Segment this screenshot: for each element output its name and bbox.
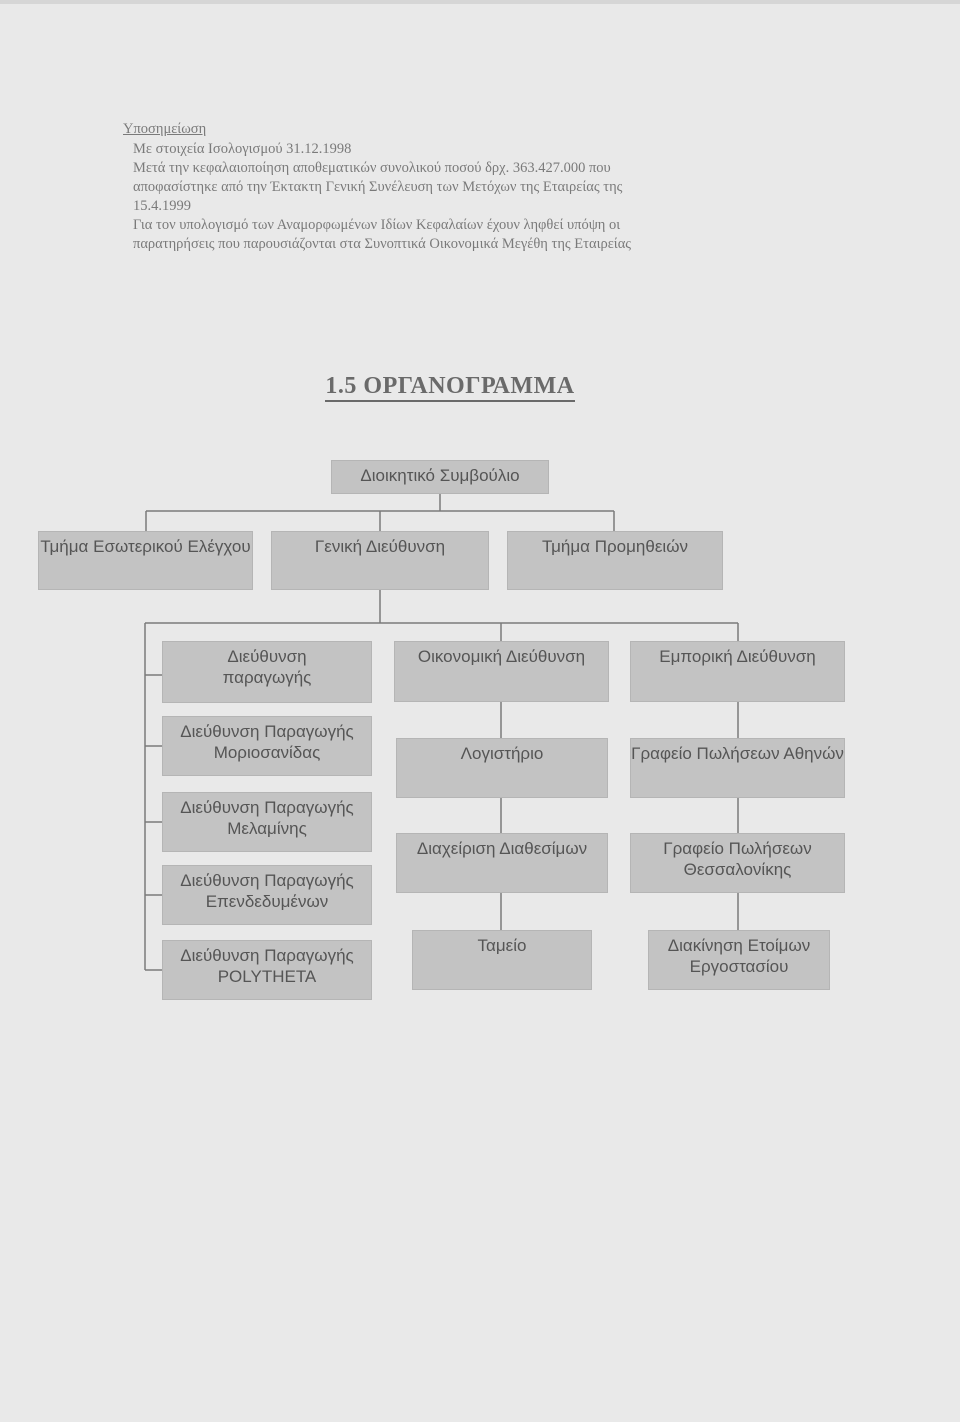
org-box-finance-unit: Λογιστήριο: [396, 738, 608, 798]
org-box-production-unit: Διεύθυνση Παραγωγής Επενδεδυμένων: [162, 865, 372, 925]
footnote-heading: Υποσημείωση: [123, 121, 207, 137]
footnote-line: αποφασίστηκε από την Έκτακτη Γενική Συνέλευση των Μετόχων της Εταιρείας της: [133, 179, 623, 195]
org-box-finance-unit: Διαχείριση Διαθεσίμων: [396, 833, 608, 893]
footnote-line: παρατηρήσεις που παρουσιάζονται στα Συνοπτικά Οικονομικά Μεγέθη της Εταιρείας: [133, 236, 632, 252]
org-box-production-unit: Διεύθυνση Παραγωγής Μελαμίνης: [162, 792, 372, 852]
org-box-commercial-unit: Γραφείο Πωλήσεων Αθηνών: [630, 738, 845, 798]
footnote-line: 15.4.1999: [133, 198, 191, 214]
org-box-procurement: Τμήμα Προμηθειών: [507, 531, 723, 590]
section-title-text: 1.5 ΟΡΓΑΝΟΓΡΑΜΜΑ: [325, 373, 574, 402]
org-box-production-unit: Διεύθυνση Παραγωγής POLYTHETA: [162, 940, 372, 1000]
org-box-board: Διοικητικό Συμβούλιο: [331, 460, 549, 494]
org-box-internal-audit: Τμήμα Εσωτερικού Ελέγχου: [38, 531, 253, 590]
org-box-production-unit: Διεύθυνση Παραγωγής Μοριοσανίδας: [162, 716, 372, 776]
org-box-general-management: Γενική Διεύθυνση: [271, 531, 489, 590]
footnote-line: Με στοιχεία Ισολογισμού 31.12.1998: [133, 141, 352, 157]
org-box-commercial-unit: Διακίνηση Ετοίμων Εργοστασίου: [648, 930, 830, 990]
org-box-production: Διεύθυνση παραγωγής: [162, 641, 372, 703]
footnote-line: Για τον υπολογισμό των Αναμορφωμένων Ιδίων Κεφαλαίων έχουν ληφθεί υπόψη οι: [133, 217, 621, 233]
org-box-finance-unit: Ταμείο: [412, 930, 592, 990]
org-box-commercial: Εμπορική Διεύθυνση: [630, 641, 845, 702]
footnote-line: Μετά την κεφαλαιοποίηση αποθεματικών συνολικού ποσού δρχ. 363.427.000 που: [133, 160, 611, 176]
org-box-finance: Οικονομική Διεύθυνση: [394, 641, 609, 702]
org-box-commercial-unit: Γραφείο Πωλήσεων Θεσσαλονίκης: [630, 833, 845, 893]
